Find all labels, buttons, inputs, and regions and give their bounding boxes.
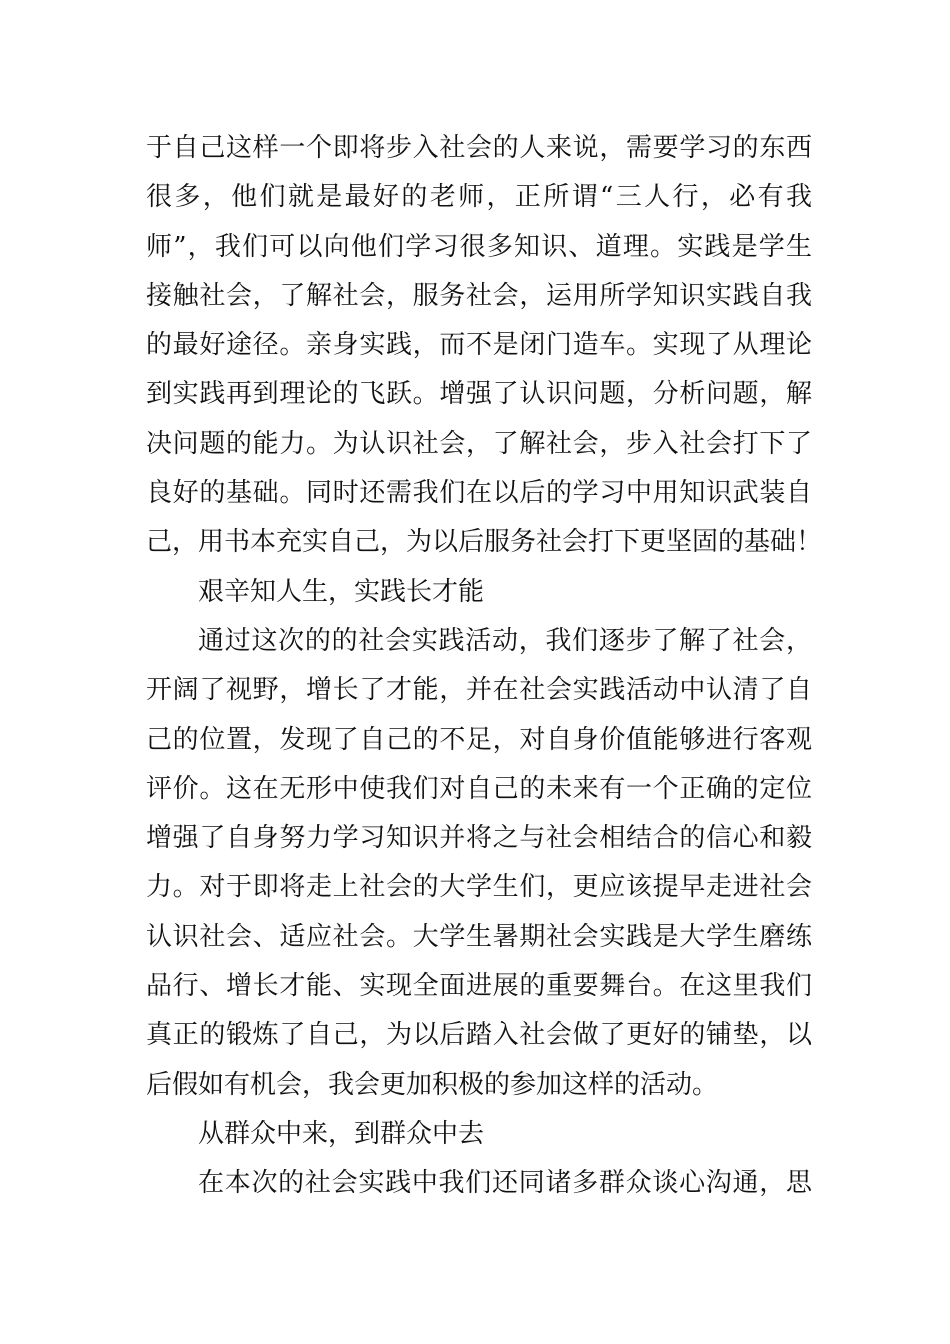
text-line: 良好的基础。同时还需我们在以后的学习中用知识武装自: [146, 478, 812, 509]
paragraph-3: [146, 1159, 812, 1208]
text-line: 品行、增长才能、实现全面进展的重要舞台。在这里我们: [146, 971, 812, 1002]
text-line: 决问题的能力。为认识社会，了解社会，步入社会打下了: [146, 428, 812, 459]
document-body: [146, 124, 823, 1209]
text-line: 师”，我们可以向他们学习很多知识、道理。实践是学生: [146, 231, 812, 262]
text-line: 评价。这在无形中使我们对自己的未来有一个正确的定位: [146, 773, 812, 804]
text-line: 于自己这样一个即将步入社会的人来说，需要学习的东西: [146, 133, 812, 163]
text-line: 开阔了视野，增长了才能，并在社会实践活动中认清了自: [146, 675, 812, 706]
text-line: 到实践再到理论的飞跃。增强了认识问题，分析问题，解: [146, 379, 812, 410]
section-heading-2: 从群众中来，到群众中去: [198, 1118, 485, 1149]
text-line: 通过这次的的社会实践活动，我们逐步了解了社会，: [198, 625, 812, 656]
text-line: 在本次的社会实践中我们还同诸多群众谈心沟通，思: [198, 1168, 812, 1199]
text-line: 增强了自身努力学习知识并将之与社会相结合的信心和毅: [146, 823, 812, 854]
text-line: 己的位置，发现了自己的不足，对自身价值能够进行客观: [146, 724, 812, 755]
paragraph-2: [146, 617, 812, 1110]
text-line: 己，用书本充实自己，为以后服务社会打下更坚固的基础！: [146, 527, 823, 558]
text-line: 力。对于即将走上社会的大学生们，更应该提早走进社会: [146, 872, 812, 903]
text-line: 很多，他们就是最好的老师，正所谓“三人行，必有我: [146, 182, 812, 213]
text-line: 认识社会、适应社会。大学生暑期社会实践是大学生磨练: [146, 921, 812, 952]
text-line: 接触社会，了解社会，服务社会，运用所学知识实践自我: [146, 280, 812, 311]
text-line: 后假如有机会，我会更加积极的参加这样的活动。: [146, 1069, 719, 1100]
text-line: 的最好途径。亲身实践，而不是闭门造车。实现了从理论: [146, 330, 812, 361]
paragraph-1: [146, 124, 823, 568]
section-heading-1: 艰辛知人生，实践长才能: [198, 576, 485, 607]
text-line: 真正的锻炼了自己，为以后踏入社会做了更好的铺垫，以: [146, 1020, 812, 1051]
